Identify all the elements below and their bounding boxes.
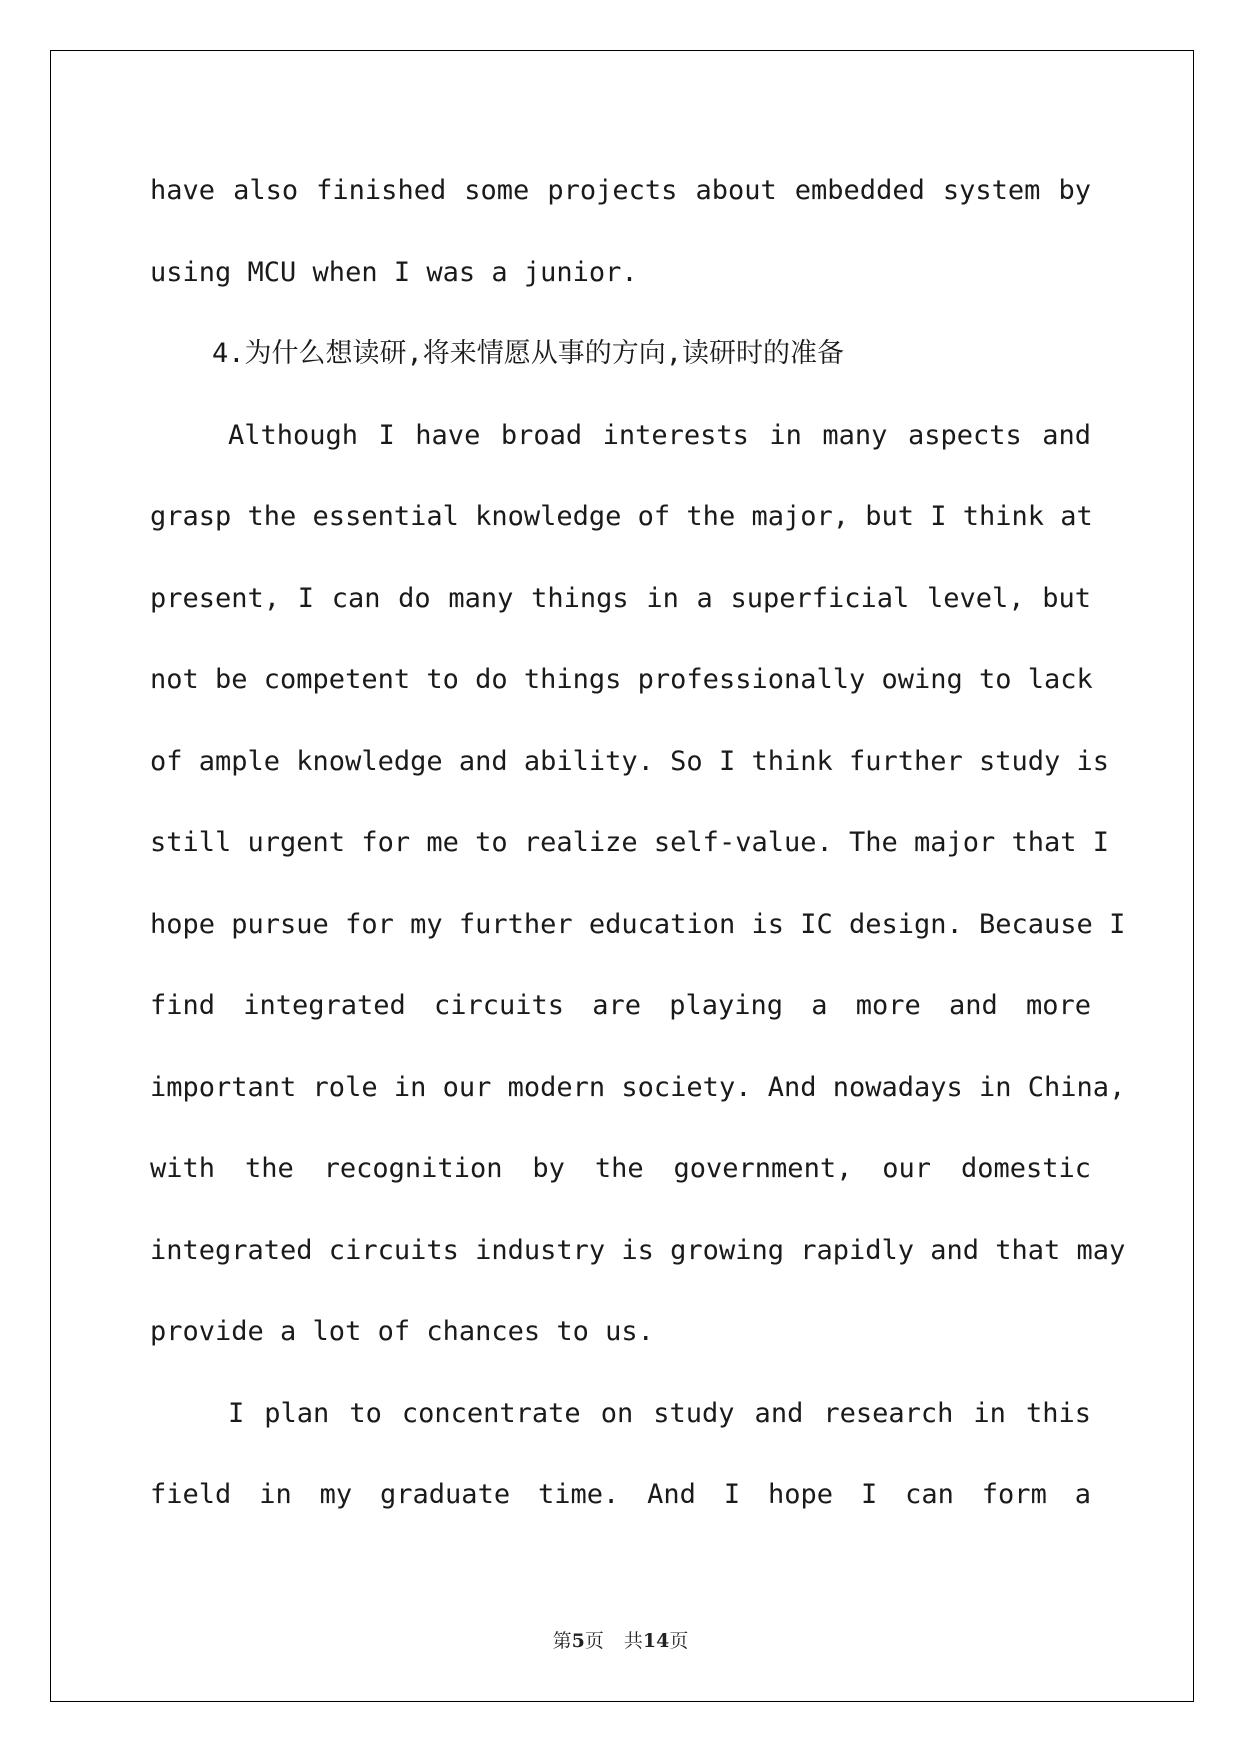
text-line: provide a lot of chances to us. xyxy=(150,1316,654,1347)
page-total: 14 xyxy=(642,1630,670,1652)
text-line: Although I have broad interests in many aspects and xyxy=(228,419,1091,451)
document-body xyxy=(150,150,1126,1536)
page-footer xyxy=(0,1626,1241,1653)
text-line: grasp the essential knowledge of the major, but I think at xyxy=(150,501,1093,532)
total-unit: 页 xyxy=(669,1630,689,1652)
page-prefix: 第 xyxy=(552,1630,572,1652)
section-heading: 4.为什么想读研,将来情愿从事的方向,读研时的准备 xyxy=(212,338,845,369)
text-line: important role in our modern society. And nowadays in China, xyxy=(150,1071,1126,1103)
text-line: using MCU when I was a junior. xyxy=(150,256,638,288)
total-prefix: 共 xyxy=(623,1630,643,1652)
text-line: hope pursue for my further education is IC design. Because I xyxy=(150,908,1126,940)
text-line: I plan to concentrate on study and research in this xyxy=(228,1397,1091,1429)
text-line: have also finished some projects about embedded system by xyxy=(150,175,1091,206)
text-line: not be competent to do things professionally owing to lack xyxy=(150,664,1093,695)
text-line: of ample knowledge and ability. So I think further study is xyxy=(150,745,1110,777)
page-current: 5 xyxy=(571,1630,585,1652)
text-line: still urgent for me to realize self-value. The major that I xyxy=(150,827,1110,858)
text-line: find integrated circuits are playing a more and more xyxy=(150,990,1091,1021)
page-unit: 页 xyxy=(584,1630,604,1652)
text-line: present, I can do many things in a superficial level, but xyxy=(150,582,1091,614)
text-line: field in my graduate time. And I hope I can form a xyxy=(150,1479,1091,1510)
text-line: integrated circuits industry is growing rapidly and that may xyxy=(150,1234,1126,1266)
text-line: with the recognition by the government, our domestic xyxy=(150,1153,1091,1184)
